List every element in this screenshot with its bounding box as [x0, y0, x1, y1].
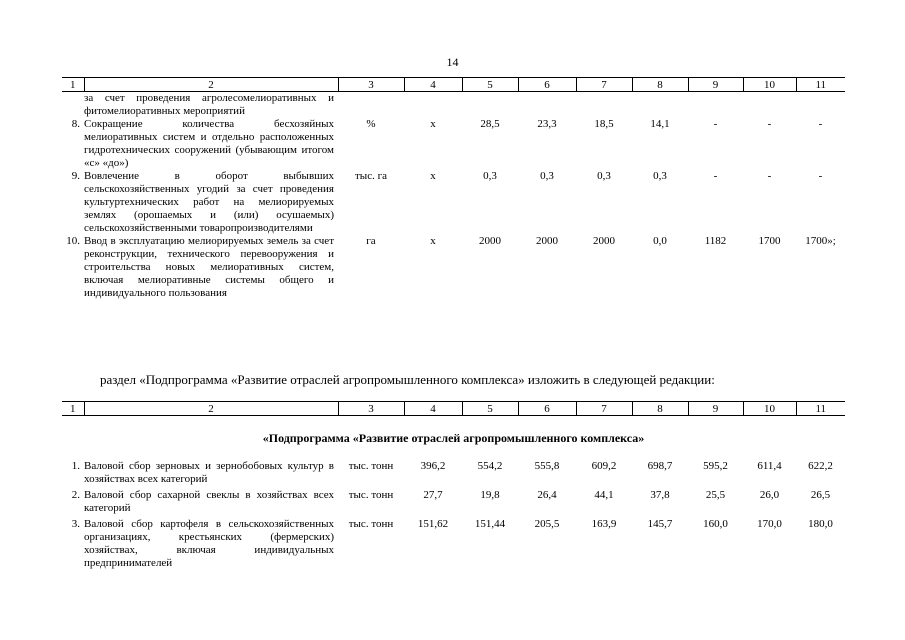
row-description: Сокращение количества бесхозяйных мелиоративных систем и отдельно расположенных гидротехнических сооружений (убывающим итогом «с» «до»)	[84, 118, 334, 169]
section-sentence: раздел «Подпрограмма «Развитие отраслей агропромышленного комплекса» изложить в следующей редакции:	[100, 372, 715, 387]
column-header: 5	[462, 402, 518, 416]
column-header: 8	[632, 402, 688, 416]
cell-value: 28,5	[480, 118, 500, 130]
row-unit: %	[366, 118, 376, 130]
column-header: 9	[688, 402, 743, 416]
cell-value: -	[713, 170, 718, 182]
cell-value: -	[818, 118, 823, 130]
cell-value: 151,62	[417, 518, 449, 530]
row-unit: тыс. га	[355, 170, 387, 182]
table-row	[62, 170, 845, 235]
cell-value: 145,7	[647, 518, 673, 530]
row-description: Валовой сбор сахарной свеклы в хозяйствах всех категорий	[84, 489, 334, 514]
cell-value: 205,5	[534, 518, 560, 530]
column-header: 7	[576, 402, 632, 416]
cell-value: 160,0	[703, 518, 728, 530]
cell-value: 555,8	[534, 460, 560, 472]
column-header: 3	[338, 402, 404, 416]
cell-value: 2000	[536, 235, 558, 247]
row-description: Валовой сбор картофеля в сельскохозяйственных организациях, крестьянских (фермерских) хозяйствах, включая индивидуальных предпринимателей	[84, 518, 334, 569]
cell-value: 0,3	[483, 170, 497, 182]
continuation-text: за счет проведения агролесомелиоративных и фитомелиоративных мероприятий	[84, 92, 334, 117]
row-number: 10.	[66, 235, 80, 247]
table-2-body	[62, 460, 845, 573]
column-header: 5	[462, 78, 518, 92]
cell-value: 2000	[479, 235, 501, 247]
row-description: Валовой сбор зерновых и зернобобовых культур в хозяйствах всех категорий	[84, 460, 334, 485]
column-header: 1	[62, 78, 84, 92]
cell-value: 151,44	[474, 518, 506, 530]
cell-value: 25,5	[705, 489, 726, 501]
cell-value: 0,3	[597, 170, 611, 182]
cell-value: 0,0	[653, 235, 667, 247]
column-header: 2	[84, 78, 338, 92]
cell-value: 19,8	[480, 489, 500, 501]
cell-value: x	[430, 118, 436, 130]
cell-value: 27,7	[423, 489, 443, 501]
row-number: 3.	[71, 518, 80, 530]
cell-value: 622,2	[808, 460, 833, 472]
row-unit: тыс. тонн	[348, 489, 394, 501]
cell-value: 26,5	[810, 489, 831, 501]
cell-value: 37,8	[650, 489, 670, 501]
cell-value: 18,5	[594, 118, 614, 130]
column-header: 7	[576, 78, 632, 92]
row-unit: тыс. тонн	[348, 518, 394, 530]
table-1	[62, 77, 845, 300]
cell-value: 1700	[758, 235, 781, 247]
cell-value: -	[713, 118, 718, 130]
cell-value: x	[430, 235, 436, 247]
subprogram-title: «Подпрограмма «Развитие отраслей агропромышленного комплекса»	[262, 431, 645, 445]
cell-value: 44,1	[594, 489, 614, 501]
cell-value: 23,3	[537, 118, 557, 130]
cell-value: 554,2	[477, 460, 503, 472]
cell-value: 609,2	[591, 460, 617, 472]
cell-value: 1700»;	[805, 235, 836, 247]
column-header: 10	[743, 402, 796, 416]
cell-value: 180,0	[808, 518, 833, 530]
row-number: 1.	[71, 460, 80, 472]
row-unit: тыс. тонн	[348, 460, 394, 472]
column-header: 11	[796, 78, 845, 92]
cell-value: 26,4	[537, 489, 557, 501]
cell-value: -	[767, 118, 772, 130]
row-number: 8.	[71, 118, 80, 130]
cell-value: 0,3	[653, 170, 667, 182]
cell-value: 698,7	[647, 460, 673, 472]
cell-value: 611,4	[757, 460, 782, 472]
column-header-row	[62, 78, 845, 92]
cell-value: 2000	[593, 235, 615, 247]
row-unit: га	[366, 235, 376, 247]
continuation-row	[62, 92, 845, 119]
table-row	[62, 118, 845, 170]
row-description: Ввод в эксплуатацию мелиорируемых земель за счет реконструкции, технического перевооружения и строительства новых мелиоративных систем, включая мелиоративные системы общего и индивидуального пользования	[84, 235, 334, 299]
column-header: 10	[743, 78, 796, 92]
column-header: 8	[632, 78, 688, 92]
column-header: 6	[518, 402, 576, 416]
table-2-header	[62, 401, 845, 416]
cell-value: 26,0	[759, 489, 780, 501]
cell-value: 1182	[704, 235, 727, 247]
table-row	[62, 518, 845, 573]
page-number: 14	[446, 55, 459, 69]
column-header: 6	[518, 78, 576, 92]
table-row	[62, 460, 845, 489]
cell-value: 163,9	[591, 518, 617, 530]
column-header: 2	[84, 402, 338, 416]
table-row	[62, 489, 845, 518]
column-header: 4	[404, 78, 462, 92]
cell-value: -	[767, 170, 772, 182]
column-header: 3	[338, 78, 404, 92]
column-header-row	[62, 402, 845, 416]
column-header: 11	[796, 402, 845, 416]
cell-value: 14,1	[650, 118, 670, 130]
cell-value: 0,3	[540, 170, 554, 182]
cell-value: 170,0	[757, 518, 782, 530]
row-number: 9.	[71, 170, 80, 182]
cell-value: 595,2	[703, 460, 728, 472]
column-header: 4	[404, 402, 462, 416]
cell-value: -	[818, 170, 823, 182]
table-row	[62, 235, 845, 300]
column-header: 1	[62, 402, 84, 416]
cell-value: x	[430, 170, 436, 182]
row-description: Вовлечение в оборот выбывших сельскохозяйственных угодий за счет проведения культуртехнических работ на мелиорируемых землях (орошаемых и (или) осушаемых) сельскохозяйственными товаропроизводителями	[84, 170, 334, 234]
row-number: 2.	[71, 489, 80, 501]
column-header: 9	[688, 78, 743, 92]
cell-value: 396,2	[420, 460, 446, 472]
